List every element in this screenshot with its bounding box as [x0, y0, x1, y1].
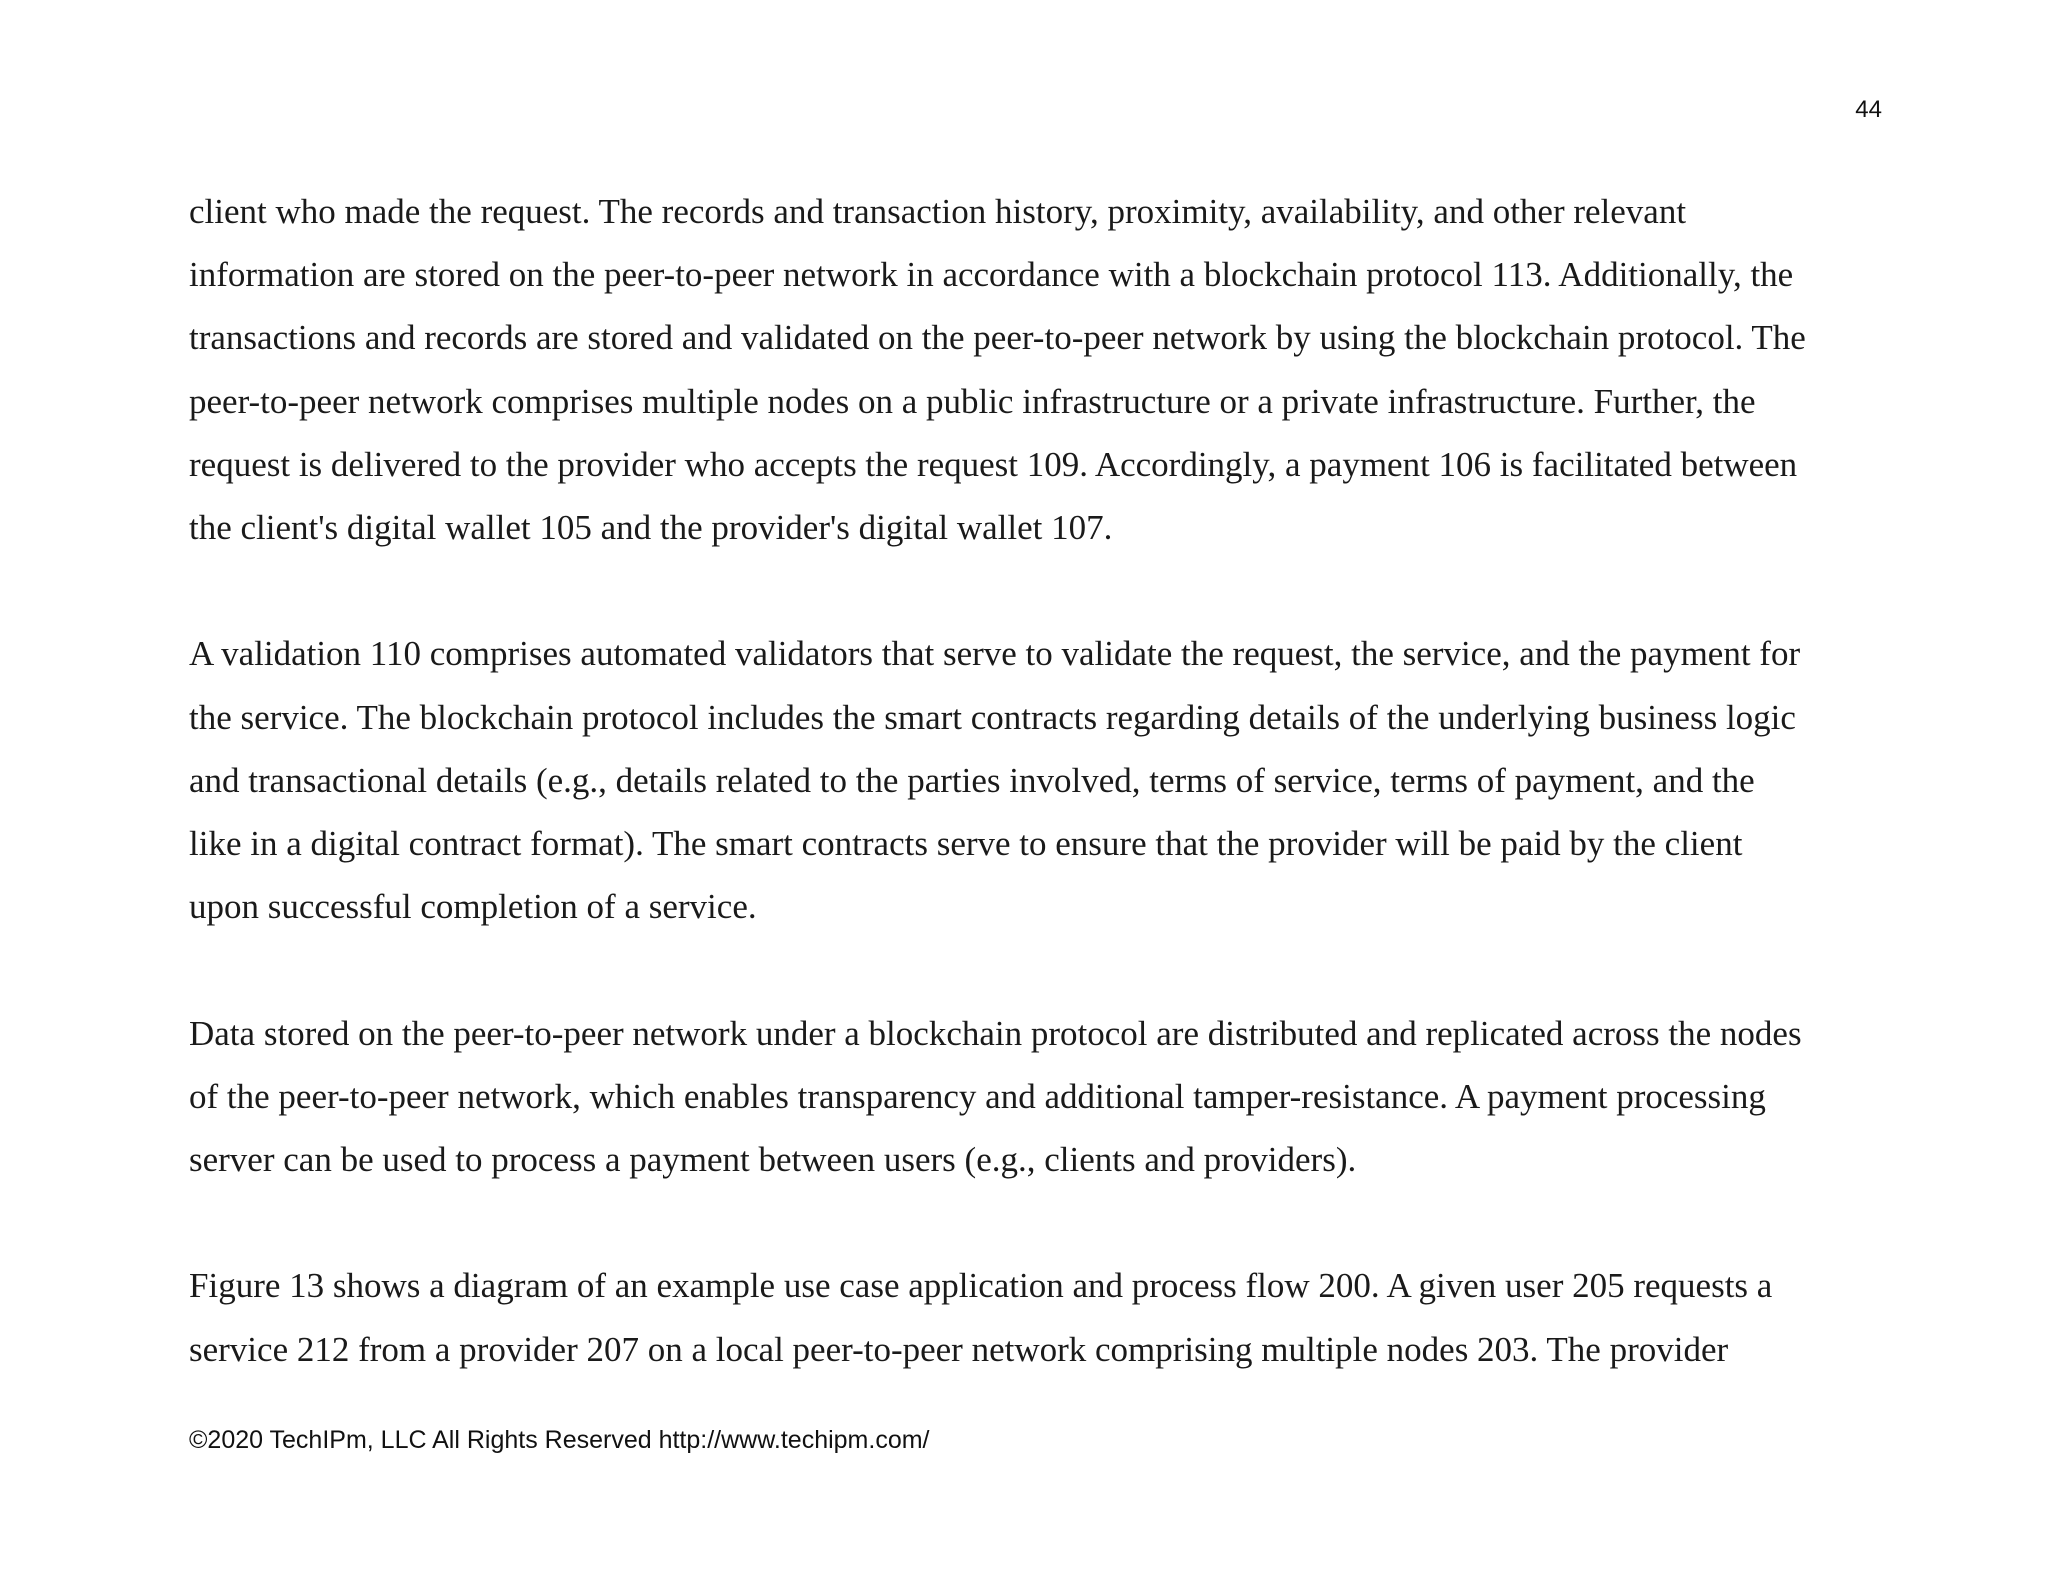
paragraph-1 [189, 180, 1889, 559]
text-line: A validation 110 comprises automated validators that serve to validate the request, the service, and the payment for [189, 634, 1801, 674]
paragraph-3 [189, 1002, 1889, 1192]
text-line: Figure 13 shows a diagram of an example use case application and process flow 200. A given user 205 requests a [189, 1266, 1773, 1306]
document-body [189, 180, 1889, 1444]
text-line: Data stored on the peer-to-peer network under a blockchain protocol are distributed and replicated across the nodes [189, 1013, 1802, 1053]
text-line: and transactional details (e.g., details related to the parties involved, terms of service, terms of payment, and the [189, 760, 1755, 800]
page-number: 44 [1855, 96, 1882, 123]
text-line: server can be used to process a payment between users (e.g., clients and providers). [189, 1140, 1357, 1180]
text-line: the client's digital wallet 105 and the provider's digital wallet 107. [189, 508, 1113, 548]
text-line: of the peer-to-peer network, which enables transparency and additional tamper-resistance. A payment processing [189, 1076, 1766, 1116]
text-line: transactions and records are stored and validated on the peer-to-peer network by using the blockchain protocol. The [189, 318, 1806, 358]
text-line: information are stored on the peer-to-peer network in accordance with a blockchain protocol 113. Additionally, the [189, 255, 1794, 295]
text-line: upon successful completion of a service. [189, 887, 757, 927]
text-line: peer-to-peer network comprises multiple nodes on a public infrastructure or a private infrastructure. Further, the [189, 381, 1756, 421]
copyright-footer: ©2020 TechIPm, LLC All Rights Reserved http://www.techipm.com/ [189, 1426, 930, 1454]
text-line: request is delivered to the provider who accepts the request 109. Accordingly, a payment 106 is facilitated between [189, 444, 1798, 484]
text-line: like in a digital contract format). The smart contracts serve to ensure that the provider will be paid by the client [189, 824, 1743, 864]
paragraph-4 [189, 1254, 1889, 1380]
text-line: client who made the request. The records and transaction history, proximity, availability, and other relevant [189, 192, 1687, 231]
text-line: service 212 from a provider 207 on a local peer-to-peer network comprising multiple nodes 203. The provider [189, 1329, 1729, 1369]
text-line: the service. The blockchain protocol includes the smart contracts regarding details of the underlying business logic [189, 697, 1796, 737]
paragraph-2 [189, 622, 1889, 938]
